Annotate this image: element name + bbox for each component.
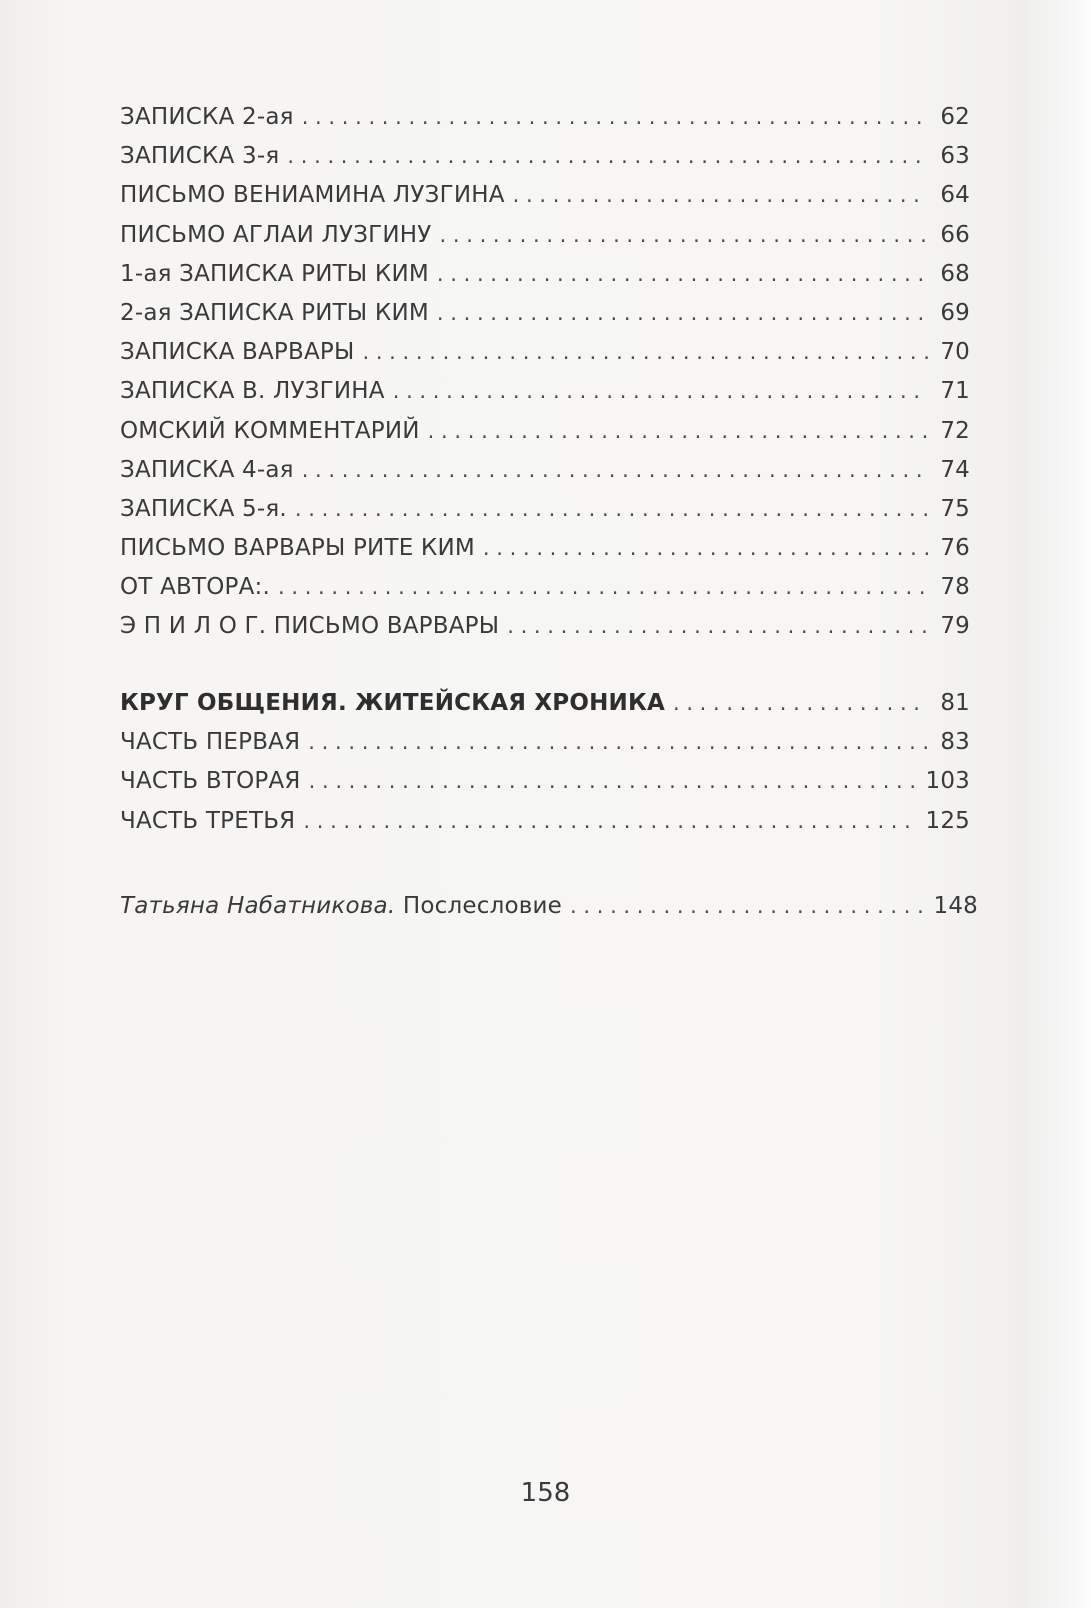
toc-entry-page: 78 xyxy=(940,574,970,601)
toc-leader-dots xyxy=(302,105,928,129)
page-number: 158 xyxy=(520,1478,571,1508)
toc-entry-title: Э П И Л О Г. ПИСЬМО ВАРВАРЫ xyxy=(120,613,500,640)
toc-entry-page: 68 xyxy=(940,260,970,287)
toc-entry-page: 62 xyxy=(940,104,970,130)
toc-entry[interactable] xyxy=(120,418,970,457)
toc-leader-dots xyxy=(440,223,928,247)
toc-entry[interactable] xyxy=(120,339,970,378)
toc-entry-page: 76 xyxy=(940,535,970,562)
toc-leader-dots xyxy=(507,614,928,638)
toc-entry-page: 72 xyxy=(940,417,970,444)
toc-entry-title: ЗАПИСКА 3-я xyxy=(120,143,280,170)
toc-section-afterword xyxy=(120,893,978,932)
toc-entry[interactable] xyxy=(120,729,970,768)
toc-entry-page: 103 xyxy=(925,768,970,795)
toc-leader-dots xyxy=(303,809,917,833)
toc-entry[interactable] xyxy=(120,613,970,652)
toc-entry-title: ЗАПИСКА 4-ая xyxy=(120,456,294,483)
toc-entry-page: 63 xyxy=(940,143,970,170)
toc-entry-page: 83 xyxy=(940,729,970,756)
toc-entry-title: ПИСЬМО ВАРВАРЫ РИТЕ КИМ xyxy=(120,535,475,562)
toc-entry-page: 79 xyxy=(940,613,970,640)
toc-entry-page: 71 xyxy=(940,378,970,405)
toc-entry[interactable] xyxy=(120,182,970,221)
toc-leader-dots xyxy=(309,769,918,793)
toc-entry-title: ЗАПИСКА В. ЛУЗГИНА xyxy=(120,378,385,405)
toc-entry[interactable] xyxy=(120,574,970,613)
toc-entry-title: 2-ая ЗАПИСКА РИТЫ КИМ xyxy=(120,299,429,326)
toc-leader-dots xyxy=(308,730,928,754)
toc-entry-title: ЗАПИСКА 5-я. xyxy=(120,495,287,522)
toc-leader-dots xyxy=(513,183,928,207)
page-edge-shadow xyxy=(1021,0,1091,1608)
toc-entry[interactable] xyxy=(120,222,970,261)
toc-entry-page: 148 xyxy=(933,893,978,919)
toc-entry-title: ЗАПИСКА 2-ая xyxy=(120,104,294,130)
toc-leader-dots xyxy=(278,575,928,599)
toc-entry-title: ПИСЬМО ВЕНИАМИНА ЛУЗГИНА xyxy=(120,182,505,209)
toc-leader-dots xyxy=(287,144,928,168)
toc-entry[interactable] xyxy=(120,143,970,182)
toc-entry-page: 75 xyxy=(940,495,970,522)
toc-entry[interactable] xyxy=(120,261,970,300)
toc-leader-dots xyxy=(437,301,928,325)
toc-entry[interactable] xyxy=(120,808,970,847)
toc-leader-dots xyxy=(673,691,928,715)
toc-section-notes xyxy=(120,104,970,653)
toc-entry-title: ОМСКИЙ КОММЕНТАРИЙ xyxy=(120,417,420,444)
toc-leader-dots xyxy=(393,379,928,403)
afterword-author: Татьяна Набатникова. xyxy=(120,893,396,919)
toc-leader-dots xyxy=(570,894,925,918)
toc-entry-page: 125 xyxy=(925,807,970,834)
toc-entry[interactable] xyxy=(120,768,970,807)
toc-entry-title: ЧАСТЬ ТРЕТЬЯ xyxy=(120,807,296,834)
toc-entry[interactable] xyxy=(120,535,970,574)
toc-leader-dots xyxy=(428,419,928,443)
toc-leader-dots xyxy=(437,262,928,286)
toc-entry[interactable] xyxy=(120,300,970,339)
toc-entry-title: ЧАСТЬ ВТОРАЯ xyxy=(120,768,301,795)
toc-entry-page: 66 xyxy=(940,221,970,248)
toc-entry-title: ЧАСТЬ ПЕРВАЯ xyxy=(120,729,301,756)
toc-entry-title: 1-ая ЗАПИСКА РИТЫ КИМ xyxy=(120,260,429,287)
toc-entry-title: ЗАПИСКА ВАРВАРЫ xyxy=(120,339,355,366)
toc-section-chronicle xyxy=(120,690,970,847)
toc-entry-afterword[interactable] xyxy=(120,893,978,932)
toc-entry-page: 69 xyxy=(940,299,970,326)
toc-entry-title: ОТ АВТОРА:. xyxy=(120,574,270,601)
toc-entry[interactable] xyxy=(120,496,970,535)
toc-entry[interactable] xyxy=(120,457,970,496)
toc-leader-dots xyxy=(362,340,928,364)
toc-entry-title: ПИСЬМО АГЛАИ ЛУЗГИНУ xyxy=(120,221,432,248)
afterword-title: Послесловие xyxy=(402,893,563,919)
toc-leader-dots xyxy=(302,458,928,482)
toc-leader-dots xyxy=(295,497,928,521)
toc-entry-title xyxy=(120,893,562,919)
toc-entry[interactable] xyxy=(120,104,970,143)
toc-heading-page: 81 xyxy=(940,690,970,716)
toc-entry-page: 64 xyxy=(940,182,970,209)
toc-leader-dots xyxy=(483,536,928,560)
toc-entry-page: 70 xyxy=(940,339,970,366)
toc-section-heading[interactable] xyxy=(120,690,970,729)
toc-heading-title: КРУГ ОБЩЕНИЯ. ЖИТЕЙСКАЯ ХРОНИКА xyxy=(120,690,665,716)
toc-entry[interactable] xyxy=(120,378,970,417)
toc-entry-page: 74 xyxy=(940,456,970,483)
